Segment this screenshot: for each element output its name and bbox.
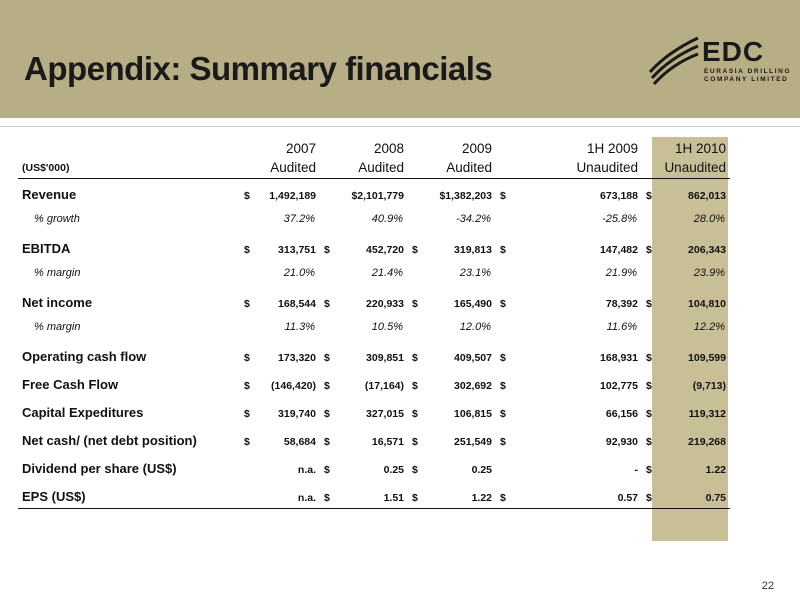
percent-cell: 11.3% xyxy=(284,321,315,333)
cell-value: 119,312 xyxy=(688,408,726,420)
percent-cell: 12.0% xyxy=(459,321,491,333)
table-cell xyxy=(240,368,320,396)
units-label: (US$'000) xyxy=(18,158,240,178)
cell-value: n.a. xyxy=(297,491,316,504)
table-cell xyxy=(642,368,730,396)
cell-value: 165,490 xyxy=(454,298,492,310)
currency-symbol: $ xyxy=(324,380,330,392)
cell-value: (146,420) xyxy=(271,380,316,392)
currency-symbol: $ xyxy=(324,491,330,504)
cell-value: n.a. xyxy=(297,464,316,476)
currency-symbol: $ xyxy=(324,464,330,476)
percent-cell: 10.5% xyxy=(371,321,403,333)
status-header: Unaudited xyxy=(496,158,642,178)
status-header: Audited xyxy=(408,158,496,178)
row-label: % margin xyxy=(34,267,81,279)
currency-symbol: $ xyxy=(412,464,418,476)
cell-value: 313,751 xyxy=(278,244,316,256)
cell-value: 319,740 xyxy=(278,408,316,420)
table-cell xyxy=(320,232,408,260)
table-row xyxy=(18,314,730,340)
table-cell xyxy=(320,452,408,480)
edc-logo xyxy=(646,32,792,88)
table-cell xyxy=(320,424,408,452)
cell-value: 1,492,189 xyxy=(269,190,316,202)
table-cell xyxy=(320,340,408,368)
currency-symbol: $ xyxy=(500,380,506,392)
table-cell xyxy=(408,340,496,368)
row-label: Net income xyxy=(22,295,93,310)
header-row-years xyxy=(18,138,730,158)
year-header: 1H 2009 xyxy=(586,140,638,156)
table-cell xyxy=(496,452,642,480)
table-cell xyxy=(240,452,320,480)
currency-symbol: $ xyxy=(646,244,652,256)
table-cell xyxy=(240,232,320,260)
cell-value: 452,720 xyxy=(366,244,404,256)
currency-symbol: $ xyxy=(412,436,418,448)
logo-swoosh-icon xyxy=(646,32,702,88)
cell-value: $2,101,779 xyxy=(351,190,404,202)
page-title: Appendix: Summary financials xyxy=(24,50,493,87)
table-cell xyxy=(496,232,642,260)
table-row xyxy=(18,452,730,480)
cell-value: 173,320 xyxy=(278,352,316,364)
cell-value: 309,851 xyxy=(366,352,404,364)
table-row xyxy=(18,232,730,260)
currency-symbol: $ xyxy=(646,380,652,392)
table-cell xyxy=(240,424,320,452)
table-cell xyxy=(408,286,496,314)
table-cell xyxy=(240,286,320,314)
status-header: Audited xyxy=(320,158,408,178)
status-header: Audited xyxy=(240,158,320,178)
cell-value: 92,930 xyxy=(605,436,638,448)
logo-text: EDC xyxy=(702,36,765,67)
cell-value: 102,775 xyxy=(600,380,638,392)
currency-symbol: $ xyxy=(324,436,330,448)
cell-value: 1.51 xyxy=(383,491,404,504)
row-label: Capital Expeditures xyxy=(22,405,144,420)
currency-symbol: $ xyxy=(646,298,652,310)
currency-symbol: $ xyxy=(244,380,250,392)
currency-symbol: $ xyxy=(646,408,652,420)
table-row xyxy=(18,368,730,396)
cell-value: 168,544 xyxy=(278,298,316,310)
table-cell xyxy=(642,232,730,260)
table-row xyxy=(18,340,730,368)
cell-value: 862,013 xyxy=(688,190,726,202)
cell-value: (17,164) xyxy=(364,380,404,392)
table-cell xyxy=(320,286,408,314)
table-cell xyxy=(642,340,730,368)
percent-cell: -34.2% xyxy=(456,213,491,225)
cell-value: 0.75 xyxy=(705,491,726,504)
row-label: Operating cash flow xyxy=(22,349,147,364)
percent-cell: 23.1% xyxy=(459,267,491,279)
table-cell xyxy=(408,452,496,480)
percent-cell: -25.8% xyxy=(602,213,637,225)
currency-symbol: $ xyxy=(500,436,506,448)
currency-symbol: $ xyxy=(646,491,652,504)
cell-value: 1.22 xyxy=(471,491,492,504)
table-row xyxy=(18,396,730,424)
cell-value: 106,815 xyxy=(454,408,492,420)
cell-value: 319,813 xyxy=(454,244,492,256)
currency-symbol: $ xyxy=(412,491,418,504)
table-row xyxy=(18,206,730,232)
cell-value: 16,571 xyxy=(371,436,404,448)
table-cell xyxy=(496,286,642,314)
percent-cell: 37.2% xyxy=(283,213,315,225)
currency-symbol: $ xyxy=(646,436,652,448)
table-cell xyxy=(408,368,496,396)
table-cell xyxy=(496,396,642,424)
cell-value: 66,156 xyxy=(605,408,638,420)
table-cell xyxy=(496,480,642,508)
table-cell xyxy=(642,480,730,508)
percent-cell: 21.9% xyxy=(605,267,637,279)
table-cell xyxy=(642,396,730,424)
currency-symbol: $ xyxy=(324,298,330,310)
table-cell xyxy=(408,424,496,452)
currency-symbol: $ xyxy=(412,408,418,420)
currency-symbol: $ xyxy=(412,352,418,364)
cell-value: - xyxy=(634,464,638,476)
row-label: Net cash/ (net debt position) xyxy=(22,433,197,448)
row-label: % margin xyxy=(34,321,81,333)
currency-symbol: $ xyxy=(244,408,250,420)
table-cell xyxy=(642,424,730,452)
currency-symbol: $ xyxy=(500,408,506,420)
cell-value: 58,684 xyxy=(283,436,316,448)
currency-symbol: $ xyxy=(500,190,506,202)
cell-value: 219,268 xyxy=(688,436,726,448)
table-cell xyxy=(496,424,642,452)
table-cell xyxy=(642,178,730,206)
cell-value: 302,692 xyxy=(454,380,492,392)
row-label: EBITDA xyxy=(22,241,71,256)
cell-value: $1,382,203 xyxy=(439,190,492,202)
currency-symbol: $ xyxy=(324,352,330,364)
cell-value: 78,392 xyxy=(605,298,638,310)
table-cell xyxy=(320,396,408,424)
percent-cell: 11.6% xyxy=(606,321,637,333)
header-divider xyxy=(0,126,800,127)
table-cell xyxy=(408,396,496,424)
table-cell xyxy=(320,368,408,396)
table-cell xyxy=(320,480,408,508)
cell-value: 673,188 xyxy=(600,190,638,202)
cell-value: 168,931 xyxy=(600,352,638,364)
logo-subtitle-2: COMPANY LIMITED xyxy=(704,76,789,83)
currency-symbol: $ xyxy=(412,380,418,392)
currency-symbol: $ xyxy=(244,190,250,202)
year-header: 2007 xyxy=(285,140,316,156)
row-label: Free Cash Flow xyxy=(22,377,119,392)
currency-symbol: $ xyxy=(324,244,330,256)
percent-cell: 40.9% xyxy=(371,213,403,225)
currency-symbol: $ xyxy=(244,352,250,364)
year-header: 2008 xyxy=(373,140,404,156)
cell-value: 0.25 xyxy=(383,464,404,476)
currency-symbol: $ xyxy=(412,298,418,310)
cell-value: 409,507 xyxy=(454,352,492,364)
currency-symbol: $ xyxy=(244,244,250,256)
table-cell xyxy=(496,178,642,206)
table-row xyxy=(18,286,730,314)
table-cell xyxy=(408,480,496,508)
currency-symbol: $ xyxy=(324,408,330,420)
cell-value: 0.57 xyxy=(617,491,638,504)
page-number: 22 xyxy=(761,580,774,592)
currency-symbol: $ xyxy=(646,464,652,476)
cell-value: 0.25 xyxy=(471,464,492,476)
cell-value: 109,599 xyxy=(688,352,726,364)
percent-cell: 21.4% xyxy=(371,267,403,279)
currency-symbol: $ xyxy=(244,436,250,448)
row-label: % growth xyxy=(34,213,80,225)
status-header: Unaudited xyxy=(642,158,730,178)
currency-symbol: $ xyxy=(500,491,506,504)
cell-value: 104,810 xyxy=(688,298,726,310)
table-cell xyxy=(240,396,320,424)
table-cell xyxy=(240,340,320,368)
cell-value: 251,549 xyxy=(454,436,492,448)
table-cell xyxy=(408,232,496,260)
cell-value: 327,015 xyxy=(366,408,404,420)
currency-symbol: $ xyxy=(412,244,418,256)
currency-symbol: $ xyxy=(500,352,506,364)
percent-cell: 12.2% xyxy=(693,321,725,333)
row-label: Revenue xyxy=(22,187,77,202)
financials-table xyxy=(18,138,730,509)
currency-symbol: $ xyxy=(646,352,652,364)
table-row xyxy=(18,178,730,206)
currency-symbol: $ xyxy=(500,298,506,310)
percent-cell: 23.9% xyxy=(693,267,725,279)
table-cell xyxy=(642,286,730,314)
header-band xyxy=(0,0,800,118)
percent-cell: 28.0% xyxy=(693,213,725,225)
table-cell xyxy=(320,178,408,206)
cell-value: 206,343 xyxy=(688,244,726,256)
row-label: Dividend per share (US$) xyxy=(22,461,177,476)
row-label: EPS (US$) xyxy=(18,480,240,508)
table-cell xyxy=(496,340,642,368)
table-cell xyxy=(496,368,642,396)
logo-subtitle-1: EURASIA DRILLING xyxy=(704,68,792,75)
year-header: 1H 2010 xyxy=(674,140,726,156)
table-row xyxy=(18,480,730,508)
table-cell xyxy=(408,178,496,206)
table-cell xyxy=(240,480,320,508)
currency-symbol: $ xyxy=(646,190,652,202)
cell-value: 220,933 xyxy=(366,298,404,310)
cell-value: 147,482 xyxy=(600,244,638,256)
cell-value: (9,713) xyxy=(692,380,726,392)
header-row-status xyxy=(18,158,730,178)
cell-value: 1.22 xyxy=(705,464,726,476)
currency-symbol: $ xyxy=(500,244,506,256)
percent-cell: 21.0% xyxy=(283,267,315,279)
table-cell xyxy=(642,452,730,480)
currency-symbol: $ xyxy=(244,298,250,310)
table-row xyxy=(18,260,730,286)
table-row xyxy=(18,424,730,452)
table-cell xyxy=(240,178,320,206)
year-header: 2009 xyxy=(461,140,492,156)
